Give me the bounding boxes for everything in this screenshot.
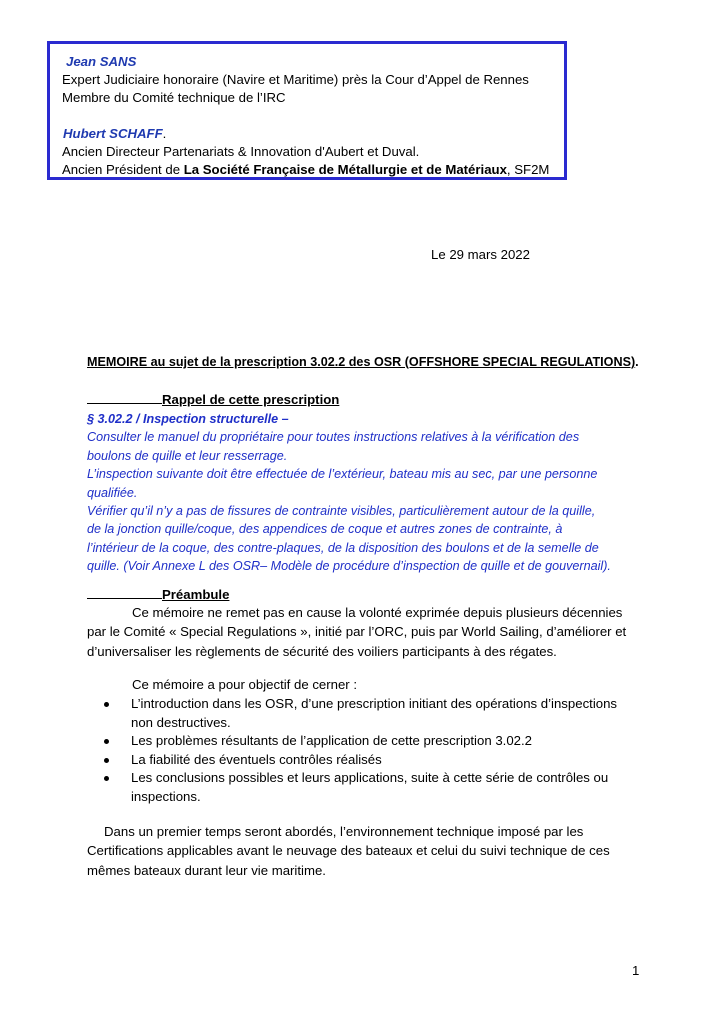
author2-name-line (62, 125, 564, 143)
list-item-line: inspections. (131, 788, 201, 804)
memo-title-text: MEMOIRE au sujet de la prescription 3.02.2 des OSR (OFFSHORE SPECIAL REGULATIONS) (87, 355, 636, 369)
memo-title-end: . (635, 355, 639, 369)
author1-name-line (62, 53, 564, 71)
paragraph-line: Certifications applicables avant le neuvage des bateaux et celui du suivi technique de ces (87, 843, 610, 859)
paragraph-line: par le Comité « Special Regulations », initié par l’ORC, puis par World Sailing, d’améliorer et (87, 624, 627, 640)
list-item (104, 769, 617, 806)
list-item (104, 695, 617, 732)
paragraph-line: d’universaliser les règlements de sécurité des voiliers participants à des régates. (87, 643, 557, 659)
list-item-line: Les conclusions possibles et leurs applications, suite à cette série de contrôles ou (131, 770, 609, 786)
prescription-text (87, 410, 647, 576)
authors-box (47, 41, 567, 180)
prescription-line: de la jonction quille/coque, des appendices de coque et autres zones de contrainte, à (87, 522, 563, 537)
author2-name: Hubert SCHAFF (63, 126, 163, 141)
memo-title (87, 355, 639, 369)
prescription-heading-label: Rappel de cette prescription (162, 392, 340, 407)
paragraph-line: Dans un premier temps seront abordés, l’environnement technique imposé par les (104, 824, 584, 839)
list-item-line: non destructives. (131, 714, 231, 730)
prescription-line: Consulter le manuel du propriétaire pour toutes instructions relatives à la vérification des (87, 430, 580, 445)
list-item-line: Les problèmes résultants de l’application de cette prescription 3.02.2 (131, 733, 532, 749)
author1-title-1: Expert Judiciaire honoraire (Navire et Maritime) près la Cour d’Appel de Rennes (62, 72, 529, 87)
objective-list (104, 695, 617, 807)
bullet-icon (104, 758, 109, 763)
prescription-heading (87, 391, 339, 407)
heading-underline (87, 391, 162, 404)
preamble-heading (87, 586, 229, 602)
bullet-icon (104, 739, 109, 744)
document-date: Le 29 mars 2022 (431, 247, 530, 262)
list-item-line: L’introduction dans les OSR, d’une prescription initiant des opérations d’inspections (131, 696, 618, 711)
author2-title-2-suffix: , SF2M (506, 162, 550, 177)
paragraph-line: Ce mémoire ne remet pas en cause la volonté exprimée depuis plusieurs décennies (132, 605, 623, 620)
author2-title-2 (62, 161, 564, 179)
prescription-line: L’inspection suivante doit être effectuée de l’extérieur, bateau mis au sec, par une personne (87, 467, 598, 482)
author2-organisation: La Société Française de Métallurgie et de Matériaux (183, 162, 507, 177)
author2-title-2-prefix: Ancien Président de (62, 162, 184, 177)
spacer (62, 107, 564, 125)
prescription-line: boulons de quille et leur resserrage. (87, 448, 288, 463)
page-number: 1 (632, 963, 640, 978)
author1-title-2: Membre du Comité technique de l’IRC (62, 90, 286, 105)
paragraph-line: mêmes bateaux durant leur vie maritime. (87, 862, 326, 878)
prescription-head-line: § 3.02.2 / Inspection structurelle – (87, 412, 289, 426)
bullet-icon (104, 702, 109, 707)
list-item-line: La fiabilité des éventuels contrôles réalisés (131, 751, 382, 767)
preamble-heading-label: Préambule (162, 587, 230, 602)
prescription-line: quille. (Voir Annexe L des OSR– Modèle de procédure d’inspection de quille et de gouvernail). (87, 559, 611, 574)
preamble-paragraph-1 (87, 603, 626, 661)
author1-name: Jean SANS (66, 54, 137, 69)
prescription-line: Vérifier qu’il n’y a pas de fissures de contrainte visibles, particulièrement autour de la quille, (87, 504, 596, 519)
bullet-icon (104, 776, 109, 781)
preamble-paragraph-2 (87, 822, 610, 880)
list-item (104, 732, 617, 751)
prescription-line: l’intérieur de la coque, des contre-plaques, de la disposition des boulons et de la semelle de (87, 540, 599, 555)
objective-intro: Ce mémoire a pour objectif de cerner : (132, 677, 358, 692)
prescription-line: qualifiée. (87, 485, 138, 500)
heading-underline (87, 586, 162, 599)
author2-title-1: Ancien Directeur Partenariats & Innovation d'Aubert et Duval. (62, 144, 420, 159)
author2-name-punct: . (162, 126, 167, 141)
list-item (104, 751, 617, 770)
